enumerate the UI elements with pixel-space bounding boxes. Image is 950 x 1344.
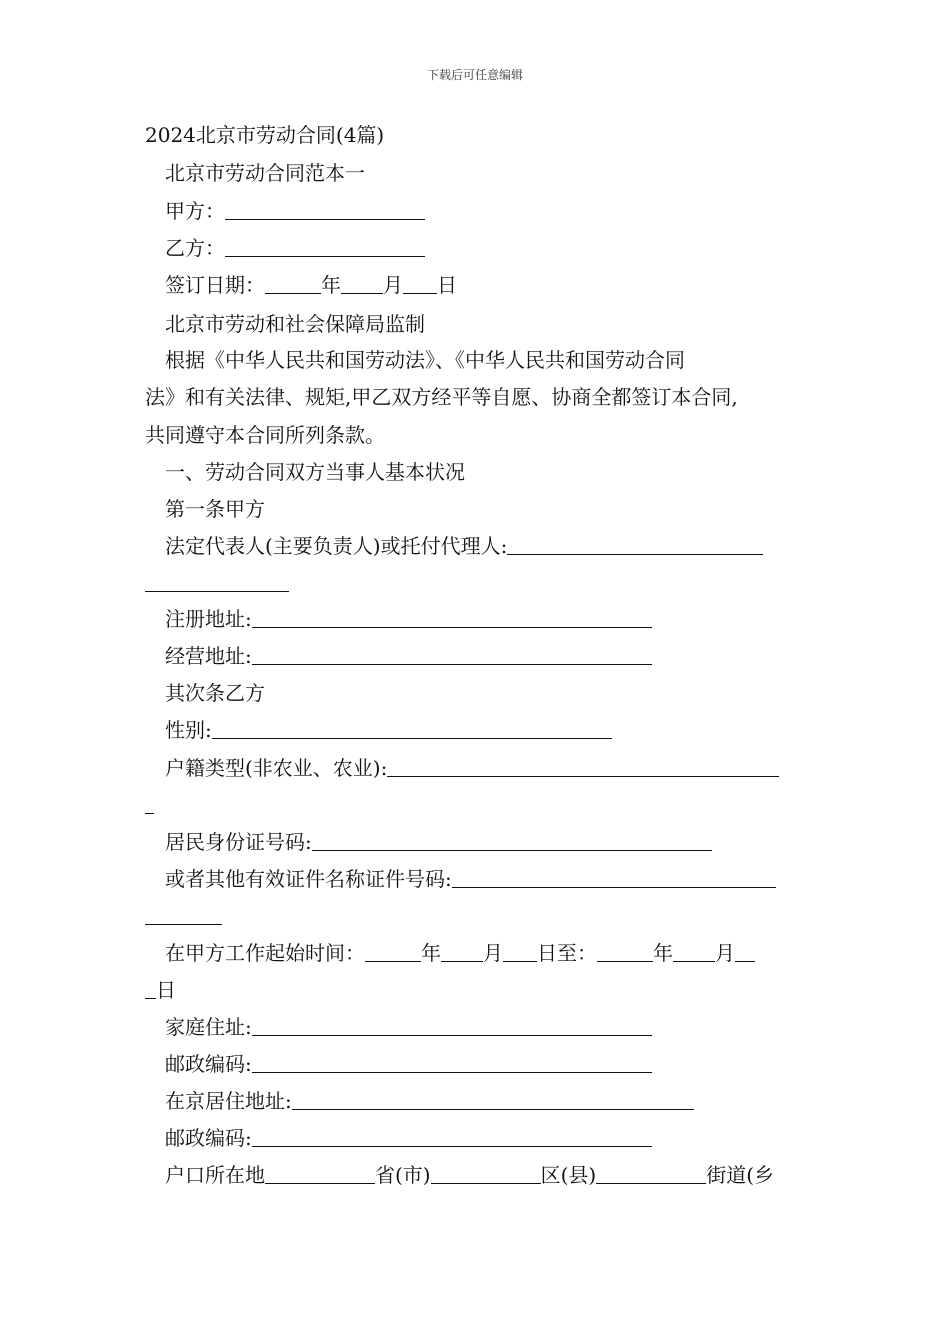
header-note: 下载后可任意编辑 <box>426 68 523 82</box>
document-title: 2024北京市劳动合同(4篇) <box>145 123 385 147</box>
id-no-line <box>165 829 712 855</box>
intro-line-3: 共同遵守本合同所列条款。 <box>145 423 385 447</box>
end-month-label: 月 <box>715 941 735 965</box>
supervise-line: 北京市劳动和社会保障局监制 <box>165 312 425 336</box>
district-label: 区(县) <box>540 1163 597 1187</box>
year-label: 年 <box>321 273 341 297</box>
hukou-loc-line <box>165 1162 774 1188</box>
other-id-line <box>165 866 776 892</box>
street-label: 街道(乡 <box>706 1163 775 1187</box>
start-month-label: 月 <box>483 941 503 965</box>
sign-day-blank <box>403 273 437 294</box>
party-a-blank <box>225 199 425 220</box>
province-blank <box>265 1163 375 1184</box>
intro-line-2: 法》和有关法律、规矩,甲乙双方经平等自愿、协商全都签订本合同, <box>145 385 738 409</box>
day-label: 日 <box>437 273 457 297</box>
party-b-label: 乙方： <box>165 236 225 260</box>
legal-rep-blank-cont <box>145 570 289 596</box>
section-1-heading: 一、劳动合同双方当事人基本状况 <box>165 460 465 484</box>
biz-addr-line <box>165 643 652 669</box>
reg-addr-line <box>165 606 652 632</box>
sign-date-label: 签订日期： <box>165 273 265 297</box>
postcode-label-1: 邮政编码: <box>165 1052 252 1076</box>
reg-addr-blank <box>252 607 652 628</box>
postcode-blank-2 <box>252 1126 652 1147</box>
sign-month-blank <box>341 273 383 294</box>
party-a-label: 甲方： <box>165 199 225 223</box>
start-month-blank <box>441 941 483 962</box>
legal-rep-line <box>165 533 763 559</box>
article-2-heading: 其次条乙方 <box>165 681 265 705</box>
postcode-label-2: 邮政编码: <box>165 1126 252 1150</box>
gender-line <box>165 717 612 743</box>
district-blank <box>431 1163 541 1184</box>
hukou-loc-label: 户口所在地 <box>165 1163 265 1187</box>
sign-year-blank <box>265 273 321 294</box>
street-blank <box>596 1163 706 1184</box>
biz-addr-label: 经营地址: <box>165 644 252 668</box>
start-year-label: 年 <box>421 941 441 965</box>
bj-addr-blank <box>292 1089 694 1110</box>
sign-date-line <box>165 272 457 298</box>
legal-rep-blank <box>507 534 763 555</box>
bj-addr-label: 在京居住地址: <box>165 1089 292 1113</box>
hukou-type-blank-cont <box>145 792 154 818</box>
end-month-blank <box>673 941 715 962</box>
work-end-cont <box>145 977 176 1003</box>
gender-label: 性别: <box>165 718 212 742</box>
party-b-blank <box>225 236 425 257</box>
province-label: 省(市) <box>375 1163 431 1187</box>
work-start-line <box>165 940 755 966</box>
id-no-blank <box>312 830 712 851</box>
end-year-label: 年 <box>653 941 673 965</box>
party-b-line <box>165 235 425 261</box>
postcode-blank-1 <box>252 1052 652 1073</box>
end-day-blank-2 <box>145 978 156 999</box>
party-a-line <box>165 198 425 224</box>
start-day-blank <box>503 941 537 962</box>
end-day-label: 日 <box>156 978 176 1002</box>
biz-addr-blank <box>252 644 652 665</box>
work-start-label: 在甲方工作起始时间： <box>165 941 365 965</box>
legal-rep-blank-2 <box>145 571 289 592</box>
gender-blank <box>212 718 612 739</box>
document-subtitle: 北京市劳动合同范本一 <box>165 161 365 185</box>
end-year-blank <box>597 941 653 962</box>
bj-addr-line <box>165 1088 694 1114</box>
hukou-type-blank <box>387 756 779 777</box>
home-addr-label: 家庭住址: <box>165 1015 252 1039</box>
postcode-line-1 <box>165 1051 652 1077</box>
hukou-type-line <box>165 755 779 781</box>
home-addr-line <box>165 1014 652 1040</box>
other-id-label: 或者其他有效证件名称证件号码: <box>165 867 452 891</box>
home-addr-blank <box>252 1015 652 1036</box>
hukou-type-label: 户籍类型(非农业、农业): <box>165 756 388 780</box>
other-id-blank <box>452 867 776 888</box>
id-no-label: 居民身份证号码: <box>165 830 312 854</box>
hukou-type-blank-2 <box>145 793 154 814</box>
article-1-heading: 第一条甲方 <box>165 497 265 521</box>
postcode-line-2 <box>165 1125 652 1151</box>
other-id-blank-cont <box>145 903 222 929</box>
to-label: 日至： <box>537 941 597 965</box>
legal-rep-label: 法定代表人(主要负责人)或托付代理人: <box>165 534 508 558</box>
intro-line-1: 根据《中华人民共和国劳动法》、《中华人民共和国劳动合同 <box>165 348 685 372</box>
end-day-blank <box>735 941 755 962</box>
month-label: 月 <box>383 273 403 297</box>
other-id-blank-2 <box>145 904 222 925</box>
reg-addr-label: 注册地址: <box>165 607 252 631</box>
start-year-blank <box>365 941 421 962</box>
